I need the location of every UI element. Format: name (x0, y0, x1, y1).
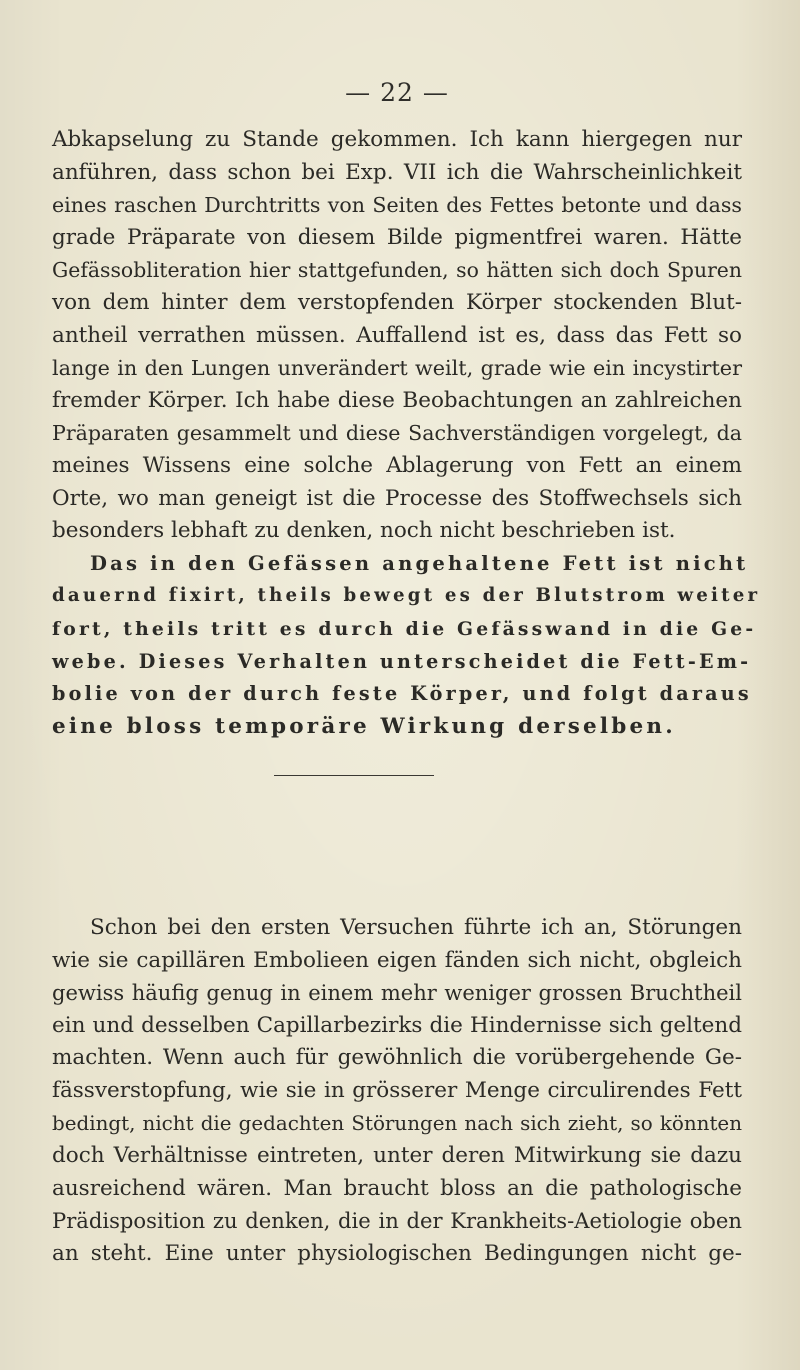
emphasis-line: Das in den Gefässen angehaltene Fett ist nicht (90, 551, 749, 575)
text-line: Präparaten gesammelt und diese Sachverständigen vorgelegt, da (52, 421, 742, 446)
page-number: — 22 — (345, 78, 449, 107)
emphasis-line: bolie von der durch feste Körper, und folgt daraus (52, 682, 752, 706)
emphasis-line: webe. Dieses Verhalten unterscheidet die Fett-Em- (52, 649, 752, 673)
text-line: ein und desselben Capillarbezirks die Hindernisse sich geltend (52, 1012, 742, 1038)
text-line: grade Präparate von diesem Bilde pigmentfrei waren. Hätte (52, 224, 742, 250)
text-line: eines raschen Durchtritts von Seiten des Fettes betonte und dass (52, 193, 742, 218)
emphasis-line: eine bloss temporäre Wirkung derselben. (52, 713, 676, 739)
text-line: besonders lebhaft zu denken, noch nicht beschrieben ist. (52, 518, 676, 544)
section-divider (274, 775, 434, 776)
text-line: bedingt, nicht die gedachten Störungen nach sich zieht, so könnten (52, 1111, 742, 1135)
text-line: fremder Körper. Ich habe diese Beobachtungen an zahlreichen (52, 387, 742, 413)
text-line: antheil verrathen müssen. Auffallend ist es, dass das Fett so (52, 322, 742, 348)
text-line: wie sie capillären Embolieen eigen fänden sich nicht, obgleich (52, 947, 742, 973)
text-line: doch Verhältnisse eintreten, unter deren Mitwirkung sie dazu (52, 1143, 742, 1169)
paragraph-capillary-embolism (52, 912, 742, 1271)
emphasis-line: fort, theils tritt es durch die Gefässwand in die Ge- (52, 617, 757, 640)
text-line: Prädisposition zu denken, die in der Krankheits-Aetiologie oben (52, 1208, 742, 1234)
text-line: lange in den Lungen unverändert weilt, grade wie ein incystirter (52, 356, 742, 381)
text-line: fässverstopfung, wie sie in grösserer Menge circulirendes Fett (52, 1077, 742, 1103)
text-line: Orte, wo man geneigt ist die Processe des Stoffwechsels sich (52, 485, 742, 511)
text-line: Schon bei den ersten Versuchen führte ich an, Störungen (90, 915, 742, 940)
text-line: Gefässobliteration hier stattgefunden, so hätten sich doch Spuren (52, 258, 742, 283)
emphasis-line: dauernd fixirt, theils bewegt es der Blutstrom weiter (52, 585, 761, 607)
text-line: machten. Wenn auch für gewöhnlich die vorübergehende Ge- (52, 1045, 742, 1071)
text-line: anführen, dass schon bei Exp. VII ich die Wahrscheinlichkeit (52, 159, 742, 185)
text-line: Abkapselung zu Stande gekommen. Ich kann hiergegen nur (52, 127, 742, 152)
text-line: an steht. Eine unter physiologischen Bedingungen nicht ge- (52, 1240, 742, 1266)
text-line: meines Wissens eine solche Ablagerung von Fett an einem (52, 452, 742, 478)
text-line: gewiss häufig genug in einem mehr weniger grossen Bruchtheil (52, 980, 742, 1006)
text-line: von dem hinter dem verstopfenden Körper stockenden Blut- (52, 289, 742, 315)
paragraph-fat-persistence (52, 124, 761, 743)
text-line: ausreichend wären. Man braucht bloss an die pathologische (52, 1175, 742, 1201)
